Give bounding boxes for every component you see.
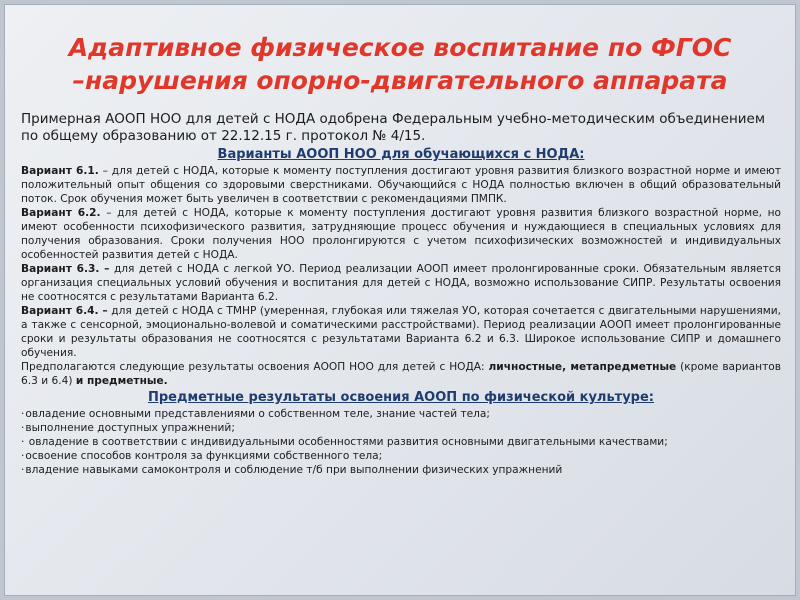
variant-text: для детей с НОДА с ТМНР (умеренная, глубокая или тяжелая УО, которая сочетается с двигательными нарушениями, а также с сенсорной, эмоционально-волевой и соматическими расстройствами). Период реализации АООП имеет пролонгированные сроки и результаты образования не соотносятся с результатами Варианта 6.2 и 6.3. Широкое использование СИПР и домашнего обучения. (21, 305, 781, 359)
variant-text: для детей с НОДА с легкой УО. Период реализации АООП имеет пролонгированные сроки. Обязательным является организация специальных условий обучения и воспитания для детей с НОДА, возможно использование СИПР. Результаты освоения не соотносятся с результатами Варианта 6.2. (21, 263, 781, 303)
variant-6-1 (21, 164, 781, 206)
variant-label: Вариант 6.4. – (21, 305, 108, 317)
variant-6-3 (21, 262, 781, 304)
variant-6-4 (21, 304, 781, 360)
bullet-icon: · (21, 408, 25, 420)
title-line-2: –нарушения опорно-двигательного аппарата (72, 66, 728, 95)
variant-6-2 (21, 206, 781, 262)
subject-results-heading: Предметные результаты освоения АООП по физической культуре: (147, 390, 655, 405)
slide-body (21, 111, 781, 477)
bullet-icon: · (21, 450, 25, 462)
title-line-1: Адаптивное физическое воспитание по ФГОС (68, 33, 732, 62)
slide (4, 4, 796, 596)
variant-text: – для детей с НОДА, которые к моменту поступления достигают уровня развития близкого возрастной норме и имеют положительный опыт общения со здоровыми сверстниками. Обучающийся с НОДА полностью включен в общий образовательный поток. Срок обучения может быть увеличен в соответствии с рекомендациями ПМПК. (21, 165, 781, 205)
subject-results-list (21, 407, 781, 477)
bullet-icon: · (21, 464, 25, 476)
list-item: ·освоение способов контроля за функциями собственного тела; (21, 450, 383, 462)
slide-title (5, 31, 795, 97)
variant-label: Вариант 6.1. (21, 165, 99, 177)
variants-heading: Варианты АООП НОО для обучающихся с НОДА: (217, 147, 585, 162)
bullet-icon: · (21, 436, 25, 448)
results-bold-2: и предметные. (75, 375, 168, 387)
variant-label: Вариант 6.2. (21, 207, 101, 219)
variant-label: Вариант 6.3. – (21, 263, 110, 275)
intro-text: Примерная АООП НОО для детей с НОДА одобрена Федеральным учебно-методическим объединением по общему образованию от 22.12.15 г. протокол № 4/15. (21, 111, 766, 144)
list-item: ·выполнение доступных упражнений; (21, 422, 235, 434)
list-item: ·овладение основными представлениями о собственном теле, знание частей тела; (21, 408, 490, 420)
results-text-2: (кроме вариантов 6.3 и 6.4) (21, 361, 781, 387)
results-text-1: Предполагаются следующие результаты освоения АООП НОО для детей с НОДА: (21, 361, 489, 373)
variant-text: – для детей с НОДА, которые к моменту поступления достигают уровня развития близкого возрастной норме, но имеют особенности психофизического развития, затрудняющие процесс обучения и нуждающиеся в специальных условиях для получения образования. Сроки получения НОО пролонгируются с учетом психофизических возможностей и индивидуальных особенностей развития детей с НОДА. (21, 207, 781, 261)
bullet-icon: · (21, 422, 25, 434)
list-item: ·владение навыками самоконтроля и соблюдение т/б при выполнении физических упражнений (21, 464, 563, 476)
results-paragraph (21, 360, 781, 388)
list-item: · овладение в соответствии с индивидуальными особенностями развития основными двигательными качествами; (21, 436, 668, 448)
results-bold-1: личностные, метапредметные (488, 361, 677, 373)
